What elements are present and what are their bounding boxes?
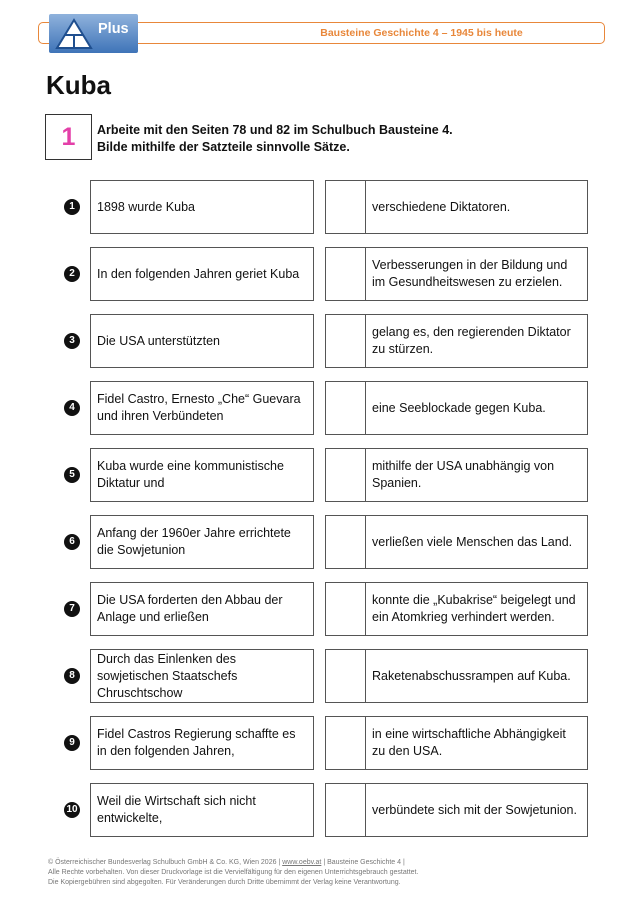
exercise-row xyxy=(0,448,640,502)
item-number-badge: 4 xyxy=(64,400,80,416)
exercise-row xyxy=(0,582,640,636)
sentence-end-box: verließen viele Menschen das Land. xyxy=(365,515,588,569)
sentence-end-box: Raketenabschussrampen auf Kuba. xyxy=(365,649,588,703)
sentence-end-box: verschiedene Diktatoren. xyxy=(365,180,588,234)
sentence-end-box: eine Seeblockade gegen Kuba. xyxy=(365,381,588,435)
item-number-badge: 3 xyxy=(64,333,80,349)
answer-box xyxy=(325,649,366,703)
task-instruction-line1: Arbeite mit den Seiten 78 und 82 im Schulbuch Bausteine 4. xyxy=(97,123,453,137)
item-number-badge: 9 xyxy=(64,735,80,751)
footer-copyright: © Österreichischer Bundesverlag Schulbuch GmbH & Co. KG, Wien 2026 | xyxy=(48,859,281,866)
sentence-end-box: in eine wirtschaftliche Abhängigkeit zu den USA. xyxy=(365,716,588,770)
publisher-logo xyxy=(49,14,138,53)
exercise-row xyxy=(0,180,640,234)
answer-box xyxy=(325,247,366,301)
footer xyxy=(48,858,418,888)
sentence-start-box: Fidel Castro, Ernesto „Che“ Guevara und ihren Verbündeten xyxy=(90,381,314,435)
answer-box xyxy=(325,716,366,770)
item-number-badge: 10 xyxy=(64,802,80,818)
exercise-row xyxy=(0,381,640,435)
task-instruction-line2: Bilde mithilfe der Satzteile sinnvolle Sätze. xyxy=(97,140,350,154)
sentence-start-box: Fidel Castros Regierung schaffte es in den folgenden Jahren, xyxy=(90,716,314,770)
sentence-start-box: Kuba wurde eine kommunistische Diktatur und xyxy=(90,448,314,502)
exercise-row xyxy=(0,649,640,703)
answer-box xyxy=(325,448,366,502)
footer-book-title: | Bausteine Geschichte 4 | xyxy=(323,859,405,866)
sentence-start-box: 1898 wurde Kuba xyxy=(90,180,314,234)
exercise-row xyxy=(0,247,640,301)
footer-line1 xyxy=(48,858,418,868)
sentence-start-box: In den folgenden Jahren geriet Kuba xyxy=(90,247,314,301)
answer-box xyxy=(325,180,366,234)
exercise-row xyxy=(0,783,640,837)
item-number-badge: 7 xyxy=(64,601,80,617)
sentence-end-box: gelang es, den regierenden Diktator zu stürzen. xyxy=(365,314,588,368)
sentence-end-box: Verbesserungen in der Bildung und im Gesundheitswesen zu erzielen. xyxy=(365,247,588,301)
sentence-start-box: Die USA unterstützten xyxy=(90,314,314,368)
exercise-row xyxy=(0,314,640,368)
answer-box xyxy=(325,515,366,569)
footer-line2: Alle Rechte vorbehalten. Von dieser Druckvorlage ist die Vervielfältigung für den eigenen Unterrichtsgebrauch gestattet. xyxy=(48,869,419,876)
sentence-start-box: Durch das Einlenken des sowjetischen Staatschefs Chruschtschow xyxy=(90,649,314,703)
exercise-row xyxy=(0,716,640,770)
answer-box xyxy=(325,314,366,368)
header-title: Bausteine Geschichte 4 – 1945 bis heute xyxy=(320,27,523,39)
answer-box xyxy=(325,381,366,435)
sentence-end-box: konnte die „Kubakrise“ beigelegt und ein Atomkrieg verhindert werden. xyxy=(365,582,588,636)
sentence-start-box: Weil die Wirtschaft sich nicht entwickelte, xyxy=(90,783,314,837)
sentence-start-box: Die USA forderten den Abbau der Anlage und erließen xyxy=(90,582,314,636)
task-number: 1 xyxy=(45,114,92,160)
logo-text: Plus xyxy=(98,21,129,37)
item-number-badge: 1 xyxy=(64,199,80,215)
item-number-badge: 6 xyxy=(64,534,80,550)
item-number-badge: 8 xyxy=(64,668,80,684)
item-number-badge: 5 xyxy=(64,467,80,483)
sentence-start-box: Anfang der 1960er Jahre errichtete die Sowjetunion xyxy=(90,515,314,569)
answer-box xyxy=(325,582,366,636)
triangle-logo-icon xyxy=(55,18,93,50)
item-number-badge: 2 xyxy=(64,266,80,282)
sentence-end-box: mithilfe der USA unabhängig von Spanien. xyxy=(365,448,588,502)
footer-line3: Die Kopiergebühren sind abgegolten. Für Veränderungen durch Dritte übernimmt der Verlag keine Verantwortung. xyxy=(48,879,401,886)
answer-box xyxy=(325,783,366,837)
exercise-row xyxy=(0,515,640,569)
footer-link[interactable]: www.oebv.at xyxy=(282,859,322,866)
sentence-end-box: verbündete sich mit der Sowjetunion. xyxy=(365,783,588,837)
page-title: Kuba xyxy=(46,70,111,100)
